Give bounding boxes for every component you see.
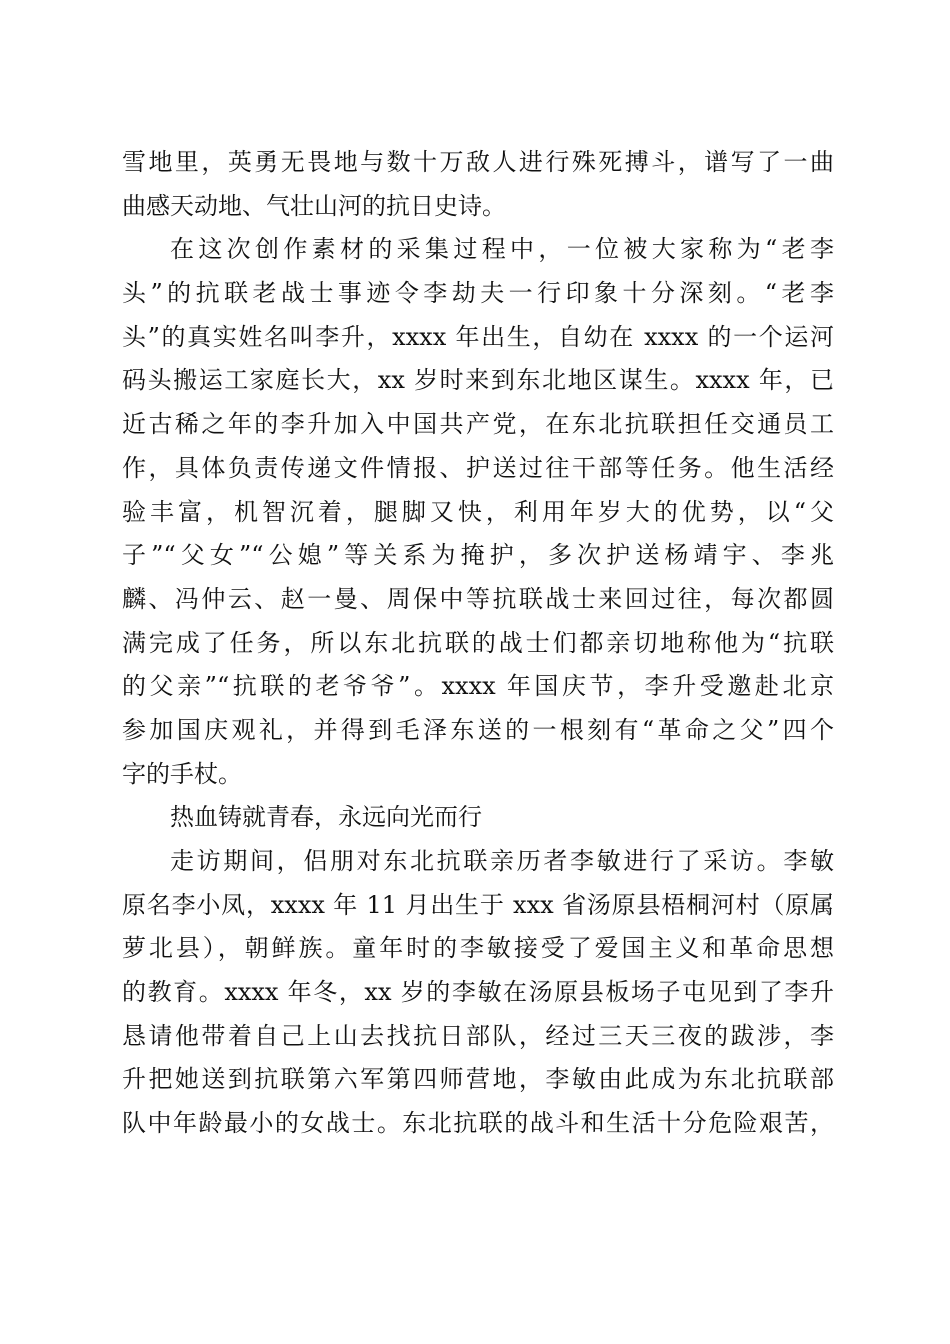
- text-line: 恳请他带着自己上山去找抗日部队，经过三天三夜的跋涉，李: [122, 1021, 834, 1050]
- text-line: 字的手杖。: [122, 759, 242, 788]
- text-line: 队中年龄最小的女战士。东北抗联的战斗和生活十分危险艰苦，: [122, 1109, 834, 1138]
- paragraph-first-line: 在这次创作素材的采集过程中，一位被大家称为“老李: [170, 235, 834, 264]
- text-line: 曲感天动地、气壮山河的抗日史诗。: [122, 191, 506, 220]
- text-line: 的父亲”“抗联的老爷爷”。xxxx 年国庆节，李升受邀赴北京: [122, 672, 834, 701]
- paragraph-first-line: 走访期间，侣朋对东北抗联亲历者李敏进行了采访。李敏: [170, 847, 834, 875]
- text-line: 麟、冯仲云、赵一曼、周保中等抗联战士来回过往，每次都圆: [122, 584, 834, 613]
- text-line: 萝北县），朝鲜族。童年时的李敏接受了爱国主义和革命思想: [122, 934, 834, 963]
- text-line: 雪地里，英勇无畏地与数十万敌人进行殊死搏斗，谱写了一曲: [122, 148, 834, 176]
- body-text: [122, 141, 834, 1146]
- text-line: 满完成了任务，所以东北抗联的战士们都亲切地称他为“抗联: [122, 628, 834, 657]
- text-line: 原名李小凤，xxxx 年 11 月出生于 xxx 省汤原县梧桐河村（原属: [122, 890, 834, 919]
- text-line: 升把她送到抗联第六军第四师营地，李敏由此成为东北抗联部: [122, 1065, 834, 1094]
- text-line: 作，具体负责传递文件情报、护送过往干部等任务。他生活经: [122, 453, 834, 482]
- text-line: 近古稀之年的李升加入中国共产党，在东北抗联担任交通员工: [122, 410, 834, 439]
- text-line: 参加国庆观礼，并得到毛泽东送的一根刻有“革命之父”四个: [122, 715, 834, 744]
- text-line: 头”的真实姓名叫李升，xxxx 年出生，自幼在 xxxx 的一个运河: [122, 322, 834, 351]
- text-line: 头”的抗联老战士事迹令李劫夫一行印象十分深刻。“老李: [122, 279, 834, 308]
- text-line: 的教育。xxxx 年冬，xx 岁的李敏在汤原县板场子屯见到了李升: [122, 978, 834, 1007]
- text-line: 码头搬运工家庭长大，xx 岁时来到东北地区谋生。xxxx 年，已: [122, 366, 834, 395]
- text-line: 验丰富，机智沉着，腿脚又快，利用年岁大的优势，以“父: [122, 497, 834, 526]
- text-line: 子”“父女”“公媳”等关系为掩护，多次护送杨靖宇、李兆: [122, 541, 834, 570]
- section-heading: 热血铸就青春，永远向光而行: [170, 803, 482, 832]
